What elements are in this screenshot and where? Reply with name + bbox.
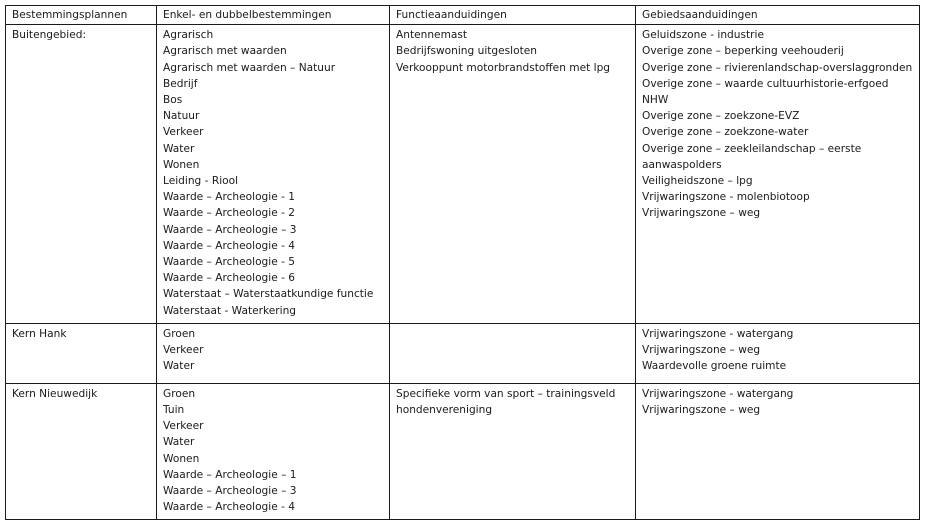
list-item: Waterstaat - Waterkering <box>163 304 297 317</box>
functies-cell <box>390 383 636 520</box>
list-item: Verkooppunt motorbrandstoffen met lpg <box>396 61 611 74</box>
list-item: Vrijwaringszone – weg <box>642 404 761 417</box>
list-item: Vrijwaringszone - molenbiotoop <box>642 191 810 204</box>
list-item: Groen <box>163 327 196 340</box>
list-item: Waarde – Archeologie – 3 <box>163 223 297 236</box>
gebieden-cell <box>636 25 920 324</box>
gebieden-cell <box>636 383 920 520</box>
list-item: Vrijwaringszone – weg <box>642 207 761 220</box>
list-item: Water <box>163 436 195 449</box>
list-item: Groen <box>163 387 196 400</box>
list-item: Waarde – Archeologie - 5 <box>163 256 296 269</box>
table-row <box>6 25 920 324</box>
list-item: Wonen <box>163 158 200 171</box>
list-item: Agrarisch met waarden – Natuur <box>163 61 336 74</box>
plan-cell: Kern Nieuwedijk <box>6 383 157 520</box>
list-item: Waarde – Archeologie - 1 <box>163 191 296 204</box>
list-item: Waarde – Archeologie - 4 <box>163 239 296 252</box>
plan-cell: Buitengebied: <box>6 25 157 324</box>
list-item: Waardevolle groene ruimte <box>642 360 787 373</box>
list-item: Overige zone – waarde cultuurhistorie-erfgoed NHW <box>642 77 889 107</box>
table-row <box>6 323 920 383</box>
list-item: Veiligheidszone – lpg <box>642 175 753 188</box>
list-item: Waarde – Archeologie – 3 <box>163 485 297 498</box>
header-gebiedsaanduidingen: Gebiedsaanduidingen <box>636 6 920 25</box>
header-functieaanduidingen: Functieaanduidingen <box>390 6 636 25</box>
list-item: Bedrijf <box>163 77 198 90</box>
list-item: Tuin <box>163 404 185 417</box>
list-item: Agrarisch met waarden <box>163 45 287 58</box>
list-item: Geluidszone - industrie <box>642 29 764 42</box>
list-item: Overige zone – zoekzone-EVZ <box>642 110 800 123</box>
list-item: Bos <box>163 94 183 107</box>
header-row <box>6 6 920 25</box>
list-item: Overige zone – zeekleilandschap – eerste aanwaspolders <box>642 142 862 171</box>
list-item: Specifieke vorm van sport – trainingsveld hondenvereniging <box>396 387 616 417</box>
list-item: Waarde – Archeologie - 4 <box>163 501 296 514</box>
list-item: Agrarisch <box>163 29 214 42</box>
list-item: Bedrijfswoning uitgesloten <box>396 45 537 58</box>
list-item: Waarde – Archeologie - 6 <box>163 272 296 285</box>
header-bestemmingen: Enkel- en dubbelbestemmingen <box>157 6 390 25</box>
list-item: Vrijwaringszone – weg <box>642 344 761 357</box>
bestemmingen-cell <box>157 383 390 520</box>
list-item: Overige zone – rivierenlandschap-overslaggronden <box>642 61 913 74</box>
list-item: Waarde – Archeologie – 1 <box>163 468 297 481</box>
list-item: Water <box>163 360 195 373</box>
bestemmingen-cell <box>157 323 390 383</box>
list-item: Waarde – Archeologie - 2 <box>163 207 296 220</box>
list-item: Leiding - Riool <box>163 175 239 188</box>
gebieden-cell <box>636 323 920 383</box>
plan-cell: Kern Hank <box>6 323 157 383</box>
list-item: Overige zone – zoekzone-water <box>642 126 809 139</box>
list-item: Verkeer <box>163 420 204 433</box>
list-item: Wonen <box>163 452 200 465</box>
functies-cell <box>390 323 636 383</box>
list-item: Waterstaat – Waterstaatkundige functie <box>163 288 374 301</box>
list-item: Antennemast <box>396 29 468 42</box>
header-bestemmingsplannen: Bestemmingsplannen <box>6 6 157 25</box>
list-item: Vrijwaringszone - watergang <box>642 327 794 340</box>
list-item: Verkeer <box>163 344 204 357</box>
bestemmingen-table <box>5 5 920 520</box>
functies-cell <box>390 25 636 324</box>
list-item: Natuur <box>163 110 200 123</box>
list-item: Overige zone – beperking veehouderij <box>642 45 844 58</box>
table-row <box>6 383 920 520</box>
list-item: Water <box>163 142 195 155</box>
list-item: Vrijwaringszone - watergang <box>642 387 794 400</box>
bestemmingen-cell <box>157 25 390 324</box>
list-item: Verkeer <box>163 126 204 139</box>
